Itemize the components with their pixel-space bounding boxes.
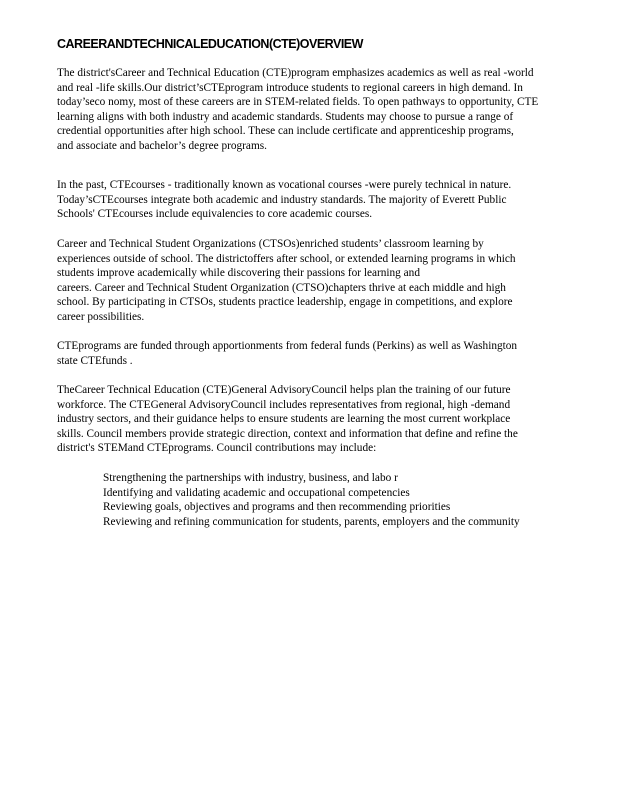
list-item (84, 471, 584, 486)
list-item-text: Reviewing and refining communication for students, parents, employers and the community (103, 515, 520, 528)
text-line: TheCareer Technical Education (CTE)General AdvisoryCouncil helps plan the training of our future (57, 384, 511, 396)
paragraph-funding (57, 339, 572, 368)
list-item (84, 500, 584, 515)
text-line: today’seco nomy, most of these careers are in STEM-related fields. To open pathways to opportunity, CTE (57, 96, 539, 109)
list-item-text: Reviewing goals, objectives and programs and then recommending priorities (103, 501, 451, 514)
text-line: Schools' CTEcourses include equivalencies to core academic courses. (57, 208, 373, 221)
list-item (84, 486, 584, 501)
paragraph-cte-courses (57, 178, 572, 222)
text-line: In the past, CTEcourses - traditionally known as vocational courses -were purely technical in nature. (57, 179, 512, 191)
document-title: CAREERANDTECHNICALEDUCATION(CTE)OVERVIEW (57, 37, 363, 51)
text-line: Today’sCTEcourses integrate both academic and industry standards. The majority of Everett Public (57, 193, 507, 206)
text-line: district's STEMand CTEprograms. Council contributions may include: (57, 442, 377, 455)
list-item-text: Strengthening the partnerships with industry, business, and labo r (103, 472, 398, 484)
paragraph-ctso (57, 237, 572, 325)
text-line: and associate and bachelor’s degree programs. (57, 139, 267, 152)
text-line: state CTEfunds . (57, 354, 133, 367)
text-line: careers. Career and Technical Student Organization (CTSO)chapters thrive at each middle and high (57, 281, 506, 294)
text-line: Career and Technical Student Organizations (CTSOs)enriched students’ classroom learning by (57, 238, 484, 250)
text-line: industry sectors, and their guidance helps to ensure students are learning the most current workplace (57, 413, 511, 426)
text-line: and real -life skills.Our district’sCTEprogram introduce students to regional careers in high demand. In (57, 81, 523, 94)
list-item (84, 515, 584, 530)
text-line: students improve academically while discovering their passions for learning and (57, 267, 420, 280)
paragraph-advisory-council (57, 383, 572, 456)
text-line: The district'sCareer and Technical Education (CTE)program emphasizes academics as well as real -world (57, 67, 534, 79)
text-line: career possibilities. (57, 310, 145, 323)
text-line: credential opportunities after high school. These can include certificate and apprenticeship programs, (57, 125, 514, 138)
text-line: learning aligns with both industry and academic standards. Students may choose to pursue a range of (57, 110, 514, 123)
text-line: workforce. The CTEGeneral AdvisoryCouncil includes representatives from regional, high -demand (57, 398, 511, 411)
paragraph-cte-program (57, 66, 572, 154)
text-line: CTEprograms are funded through apportionments from federal funds (Perkins) as well as Washington (57, 340, 518, 352)
text-line: skills. Council members provide strategic direction, context and information that define and refine the (57, 427, 518, 440)
text-line: school. By participating in CTSOs, students practice leadership, engage in competitions, and explore (57, 296, 513, 309)
council-contributions-list (84, 471, 584, 529)
text-line: experiences outside of school. The districtoffers after school, or extended learning programs in which (57, 252, 516, 265)
list-item-text: Identifying and validating academic and occupational competencies (103, 486, 410, 499)
